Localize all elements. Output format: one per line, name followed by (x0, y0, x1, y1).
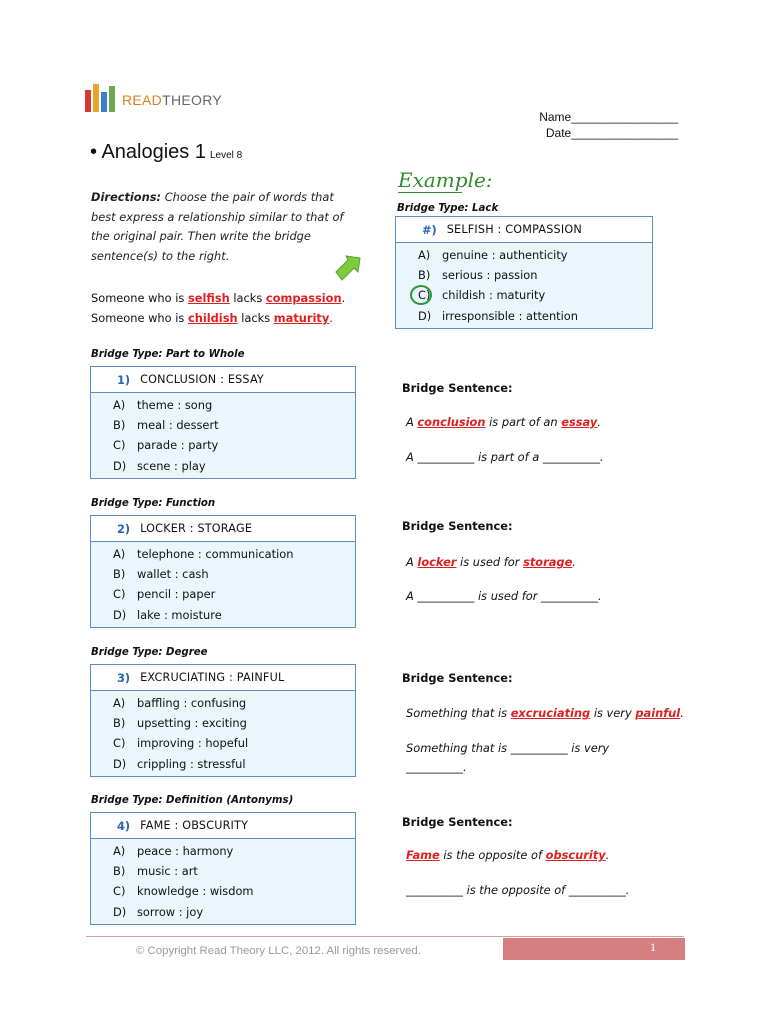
option-b (418, 265, 652, 285)
q3-blank-sentence[interactable]: Something that is __________ is very (406, 741, 610, 755)
option-c[interactable] (113, 881, 355, 901)
logo-theory: THEORY (162, 92, 222, 108)
q3-sample-sentence (406, 706, 684, 720)
example-box (395, 216, 653, 329)
option-b[interactable] (113, 564, 355, 584)
option-text: theme : song (137, 398, 213, 412)
title-text: • Analogies 1 (90, 141, 206, 163)
option-c (418, 285, 652, 305)
q2-bridge-label: Bridge Sentence: (402, 519, 513, 533)
q2-options (90, 541, 356, 628)
q2-header (90, 515, 356, 541)
sentence-text: lacks (237, 311, 274, 325)
option-text: peace : harmony (137, 844, 234, 858)
option-c[interactable] (113, 435, 355, 455)
option-letter: C) (418, 288, 431, 303)
option-text: knowledge : wisdom (137, 884, 254, 899)
q1-header (90, 366, 356, 392)
q4-sample-sentence (406, 848, 609, 862)
option-a[interactable] (113, 544, 355, 564)
option-a[interactable] (113, 841, 355, 861)
option-letter: B) (113, 864, 126, 879)
q2-sample-sentence (406, 555, 576, 569)
page-number: 1 (650, 940, 656, 954)
sentence-text: is part of an (485, 415, 562, 429)
sentence-text: A (406, 555, 418, 569)
sentence-text: . (597, 415, 601, 429)
sentence-text: lacks (229, 291, 266, 305)
sentence-text: A (406, 415, 418, 429)
option-text: sorrow : joy (137, 904, 204, 919)
q1-bridge-label: Bridge Sentence: (402, 381, 513, 395)
q4-options (90, 838, 356, 925)
option-text: crippling : stressful (137, 756, 246, 771)
option-d[interactable] (113, 754, 355, 774)
option-letter: D) (418, 308, 432, 323)
highlight-word: essay (561, 415, 598, 429)
q3-blank-sentence-cont[interactable]: __________. (406, 760, 467, 774)
option-text: telephone : communication (137, 547, 294, 561)
option-letter: A) (113, 696, 126, 710)
sentence-text: Someone who is (91, 311, 188, 325)
example-label: Example: (398, 168, 493, 192)
option-b[interactable] (113, 415, 355, 435)
option-text: parade : party (137, 438, 219, 453)
sentence-text: . (572, 555, 576, 569)
option-letter: C) (113, 736, 126, 751)
option-b[interactable] (113, 861, 355, 881)
example-sentence-1 (91, 291, 345, 305)
option-text: irresponsible : attention (442, 308, 578, 323)
q2-bridge-type: Bridge Type: Function (91, 498, 216, 509)
logo-text (122, 92, 222, 108)
option-text: genuine : authenticity (442, 248, 568, 262)
question-pair: CONCLUSION : ESSAY (140, 373, 264, 386)
option-letter: B) (418, 268, 431, 283)
option-letter: D) (113, 756, 127, 771)
option-letter: B) (113, 567, 126, 582)
question-pair: LOCKER : STORAGE (140, 522, 253, 535)
q4-blank-sentence[interactable]: __________ is the opposite of __________. (406, 883, 630, 897)
q2-box (90, 515, 356, 628)
example-underline (398, 192, 462, 193)
sentence-text: . (680, 706, 684, 720)
option-d (418, 306, 652, 326)
q3-header (90, 664, 356, 690)
question-pair: SELFISH : COMPASSION (446, 223, 582, 236)
q3-box (90, 664, 356, 777)
option-letter: A) (418, 248, 431, 262)
option-letter: A) (113, 547, 126, 561)
highlight-word: Fame (406, 848, 440, 862)
option-a[interactable] (113, 395, 355, 415)
footer-divider (86, 936, 684, 937)
option-letter: D) (113, 458, 127, 473)
sentence-text: . (341, 291, 346, 305)
highlight-word: maturity (273, 311, 330, 325)
q3-options (90, 690, 356, 777)
q1-bridge-type: Bridge Type: Part to Whole (91, 349, 245, 360)
name-field: Name________________ (539, 110, 678, 124)
level-label: Level 8 (209, 150, 243, 161)
option-text: pencil : paper (137, 587, 216, 602)
option-text: baffling : confusing (137, 696, 247, 710)
option-letter: C) (113, 587, 126, 602)
question-number: 4) (117, 818, 131, 833)
option-letter: C) (113, 884, 126, 899)
option-d[interactable] (113, 902, 355, 922)
highlight-word: compassion (265, 291, 342, 305)
sentence-text: Something that is (406, 706, 511, 720)
page-title (90, 141, 242, 164)
option-text: improving : hopeful (137, 736, 249, 751)
example-sentence-2 (91, 311, 333, 325)
option-b[interactable] (113, 713, 355, 733)
example-bridge-type: Bridge Type: Lack (397, 203, 499, 214)
option-a[interactable] (113, 693, 355, 713)
option-text: lake : moisture (137, 607, 222, 622)
option-text: serious : passion (442, 268, 538, 283)
option-d[interactable] (113, 605, 355, 625)
highlight-word: selfish (187, 291, 230, 305)
question-number: 2) (117, 521, 131, 536)
logo-book-icon (109, 86, 115, 112)
green-arrow-icon (332, 250, 366, 284)
q1-options (90, 392, 356, 479)
highlight-word: obscurity (545, 848, 606, 862)
highlight-word: excruciating (510, 706, 591, 720)
option-letter: D) (113, 607, 127, 622)
option-d[interactable] (113, 456, 355, 476)
sentence-text: is very (590, 706, 636, 720)
option-text: upsetting : exciting (137, 716, 247, 731)
copyright-text: © Copyright Read Theory LLC, 2012. All rights reserved. (136, 945, 421, 957)
directions-label: Directions: (91, 190, 162, 204)
option-text: scene : play (137, 458, 206, 473)
sentence-text: . (329, 311, 333, 325)
q3-bridge-type: Bridge Type: Degree (91, 647, 208, 658)
option-a (418, 245, 652, 265)
logo-book-icon (85, 90, 91, 112)
option-c[interactable] (113, 733, 355, 753)
highlight-word: storage (523, 555, 573, 569)
option-letter: B) (113, 418, 126, 433)
option-letter: A) (113, 844, 126, 858)
sentence-text: is the opposite of (439, 848, 546, 862)
directions-text: Choose the pair of words that best express a relationship similar to that of the original pair. Then write the bridge sentence(s) to the right. (91, 190, 344, 263)
date-field: Date________________ (545, 126, 678, 140)
sentence-text: . (605, 848, 610, 862)
highlight-word: conclusion (417, 415, 486, 429)
question-pair: EXCRUCIATING : PAINFUL (140, 671, 285, 684)
question-number: #) (422, 222, 437, 237)
page-number-box (503, 938, 685, 960)
q3-bridge-label: Bridge Sentence: (402, 671, 513, 685)
option-text: music : art (137, 864, 198, 879)
question-number: 3) (117, 670, 131, 685)
logo-book-icon (93, 84, 99, 112)
q1-box (90, 366, 356, 479)
option-text: meal : dessert (137, 418, 219, 433)
option-letter: A) (113, 398, 126, 412)
q4-header (90, 812, 356, 838)
directions (91, 188, 361, 266)
sentence-text: is used for (456, 555, 524, 569)
q4-bridge-label: Bridge Sentence: (402, 815, 513, 829)
q4-bridge-type: Bridge Type: Definition (Antonyms) (91, 795, 294, 806)
option-letter: C) (113, 438, 126, 453)
q1-blank-sentence[interactable]: A __________ is part of a __________. (406, 450, 604, 464)
example-options (395, 242, 653, 329)
q4-box (90, 812, 356, 925)
logo-read: READ (122, 92, 163, 108)
sentence-text: Someone who is (91, 291, 188, 305)
logo-book-icon (101, 92, 107, 112)
option-text: wallet : cash (137, 567, 209, 582)
highlight-word: locker (417, 555, 457, 569)
q2-blank-sentence[interactable]: A __________ is used for __________. (406, 589, 602, 603)
highlight-word: painful (635, 706, 681, 720)
option-letter: D) (113, 904, 127, 919)
question-number: 1) (117, 372, 131, 387)
q1-sample-sentence (406, 415, 601, 429)
option-text: childish : maturity (442, 288, 546, 303)
highlight-word: childish (187, 311, 238, 325)
example-question-header (395, 216, 653, 242)
question-pair: FAME : OBSCURITY (140, 819, 249, 832)
option-c[interactable] (113, 584, 355, 604)
option-letter: B) (113, 716, 126, 731)
